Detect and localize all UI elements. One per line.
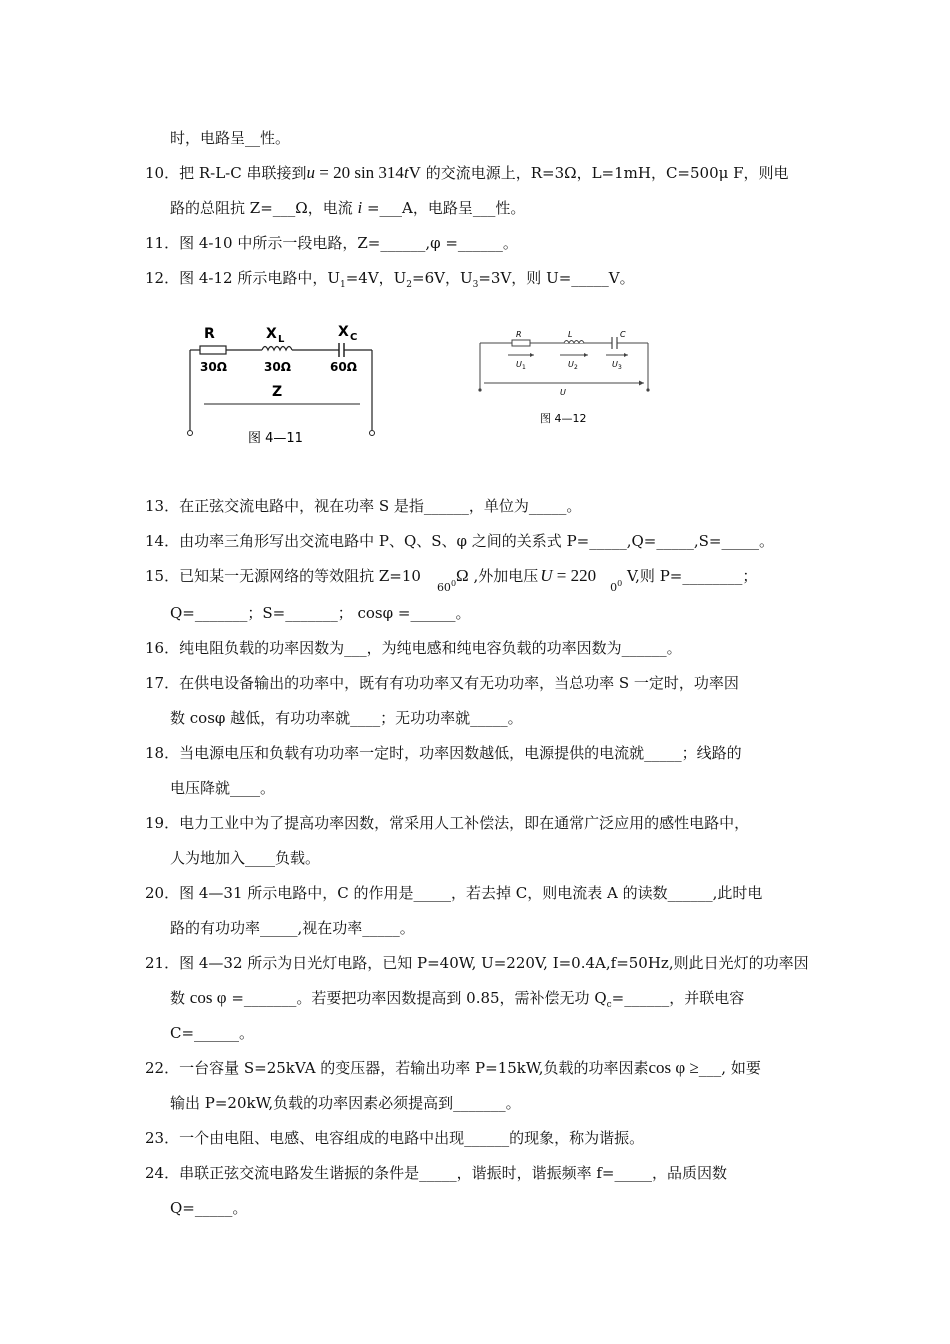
question-19-line2: 人为地加入____负载。	[170, 849, 321, 867]
fig411-val-xl: 30Ω	[264, 360, 291, 374]
fig411-label-z: Z	[272, 384, 283, 400]
question-13: 13．在正弦交流电路中，视在功率 S 是指______，单位为_____。	[145, 497, 582, 515]
q10-t: t	[403, 163, 409, 182]
fig412-label-r: R	[516, 330, 522, 339]
question-14: 14．由功率三角形写出交流电路中 P、Q、S、φ 之间的关系式 P=_____,Q=_____,S=_____。	[145, 532, 774, 550]
q12-sub1: 1	[339, 280, 346, 290]
fig411-caption: 图 4—11	[248, 431, 303, 446]
question-20-line2: 路的有功功率_____,视在功率_____。	[170, 919, 415, 937]
fig412-arrowhead	[624, 353, 628, 357]
question-18-line2: 电压降就____。	[170, 779, 276, 797]
fig412-terminal-left	[478, 388, 481, 391]
fig412-cap-gap	[612, 337, 617, 349]
q10-v: V	[408, 163, 421, 182]
fig411-val-r: 30Ω	[200, 360, 227, 374]
figure-4-11	[178, 318, 388, 448]
fig412-arrowhead	[530, 353, 534, 357]
q21-post: =_______。若要把功率因数提高到 0.85，需补偿无功 Q	[231, 989, 607, 1007]
q15-u: U	[540, 566, 553, 585]
q22-post: ___, 如要	[698, 1059, 761, 1077]
question-21-line3: C=______。	[170, 1024, 255, 1042]
question-22-line1	[145, 1058, 761, 1078]
fig411-val-xc: 60Ω	[330, 360, 357, 374]
fig411-label-xl: X	[266, 326, 277, 342]
fig411-label-r: R	[204, 326, 215, 342]
q15-pre: 15．已知某一无源网络的等效阻抗 Z=10	[145, 567, 421, 585]
q21-cos: cos φ	[189, 988, 227, 1007]
q15-omega: Ω	[456, 566, 469, 585]
fig412-label-c: C	[620, 330, 626, 339]
figure-4-12	[472, 325, 662, 435]
question-17-line2: 数 cosφ 越低，有功功率就____；无功功率就_____。	[170, 709, 523, 727]
q21-pre: 数	[170, 989, 186, 1007]
q10b-post: =___A，电路呈___性。	[362, 199, 526, 217]
fig412-label-l: L	[568, 330, 573, 339]
q12-part: =4V，U	[345, 269, 407, 287]
q12-sub3: 3	[472, 280, 479, 290]
question-24-line1: 24．串联正弦交流电路发生谐振的条件是_____，谐振时，谐振频率 f=_____，品质因数	[145, 1164, 727, 1182]
q15-deg2: 0	[617, 579, 623, 588]
question-18-line1: 18．当电源电压和负载有功功率一定时，功率因数越低，电源提供的电流就_____；线路的	[145, 744, 742, 762]
q22-cos: cos φ ≥	[648, 1058, 699, 1077]
fig411-resistor	[200, 346, 226, 354]
fig412-u2: U	[568, 360, 574, 369]
q15-mid: ,外加电压	[468, 567, 539, 585]
q10-post: 的交流电源上，R=3Ω，L=1mH，C=500μ F，则电	[420, 164, 789, 182]
q22-pre: 22．一台容量 S=25kVA 的变压器，若输出功率 P=15kW,负载的功率因素	[145, 1059, 649, 1077]
q10-pre: 10．把 R-L-C 串联接到	[145, 164, 307, 182]
question-21-line1: 21．图 4—32 所示为日光灯电路，已知 P=40W, U=220V, I=0.4A,f=50Hz,则此日光灯的功率因	[145, 954, 809, 972]
q12-part: 12．图 4-12 所示电路中，U	[145, 269, 340, 287]
q12-part: =6V，U	[412, 269, 473, 287]
fig412-s3: 3	[618, 364, 622, 371]
q15-post: V,则 P=________；	[622, 567, 758, 585]
question-16: 16．纯电阻负载的功率因数为___，为纯电感和纯电容负载的功率因数为______。	[145, 639, 682, 657]
fig412-terminal-right	[646, 388, 649, 391]
question-15-line1	[145, 566, 758, 594]
question-9-continued: 时，电路呈__性。	[170, 129, 291, 147]
q21-sub-c: c	[606, 1000, 612, 1010]
question-22-line2: 输出 P=20kW,负载的功率因素必须提高到_______。	[170, 1094, 521, 1112]
question-10-line1	[145, 163, 789, 183]
q21-post2: =______，并联电容	[611, 989, 745, 1007]
question-12	[145, 268, 635, 295]
fig412-caption: 图 4—12	[540, 412, 587, 425]
fig412-arrowhead	[584, 353, 588, 357]
fig411-terminal-right	[370, 431, 375, 436]
q10-u: u	[306, 163, 315, 182]
fig412-s1: 1	[522, 364, 526, 371]
question-21-line2	[170, 988, 744, 1015]
q15-deg: 0	[450, 579, 457, 588]
fig411-sub-c: C	[350, 332, 358, 343]
q15-angle2: 0	[610, 581, 618, 594]
question-17-line1: 17．在供电设备输出的功率中，既有有功功率又有无功功率，当总功率 S 一定时，功率因	[145, 674, 739, 692]
fig411-inductor	[262, 347, 292, 351]
question-20-line1: 20．图 4—31 所示电路中，C 的作用是_____，若去掉 C，则电流表 A 的读数______,此时电	[145, 884, 763, 902]
fig411-sub-l: L	[278, 334, 285, 345]
q10-eq: = 20 sin 314	[315, 163, 404, 182]
question-15-line2: Q=_______；S=_______； cosφ =______。	[170, 604, 471, 622]
q12-part: =3V，则 U=_____V。	[478, 269, 635, 287]
q10b-i: i	[357, 198, 363, 217]
fig411-label-xc: X	[338, 324, 349, 340]
fig412-u: U	[560, 388, 566, 397]
q15-eq: = 220	[552, 566, 597, 585]
fig412-arrowhead	[639, 381, 644, 386]
fig412-u3: U	[612, 360, 618, 369]
fig412-inductor	[564, 341, 584, 344]
fig412-u1: U	[516, 360, 522, 369]
fig412-resistor	[512, 340, 530, 346]
question-11: 11．图 4-10 中所示一段电路，Z=______,φ =______。	[145, 234, 518, 252]
question-24-line2: Q=_____。	[170, 1199, 248, 1217]
q10b-pre: 路的总阻抗 Z=___Ω，电流	[170, 199, 353, 217]
question-19-line1: 19．电力工业中为了提高功率因数，常采用人工补偿法，即在通常广泛应用的感性电路中，	[145, 814, 750, 832]
q12-sub2: 2	[406, 280, 413, 290]
question-10-line2	[170, 198, 525, 218]
q15-angle: 60	[436, 581, 451, 594]
fig411-terminal-left	[188, 431, 193, 436]
fig412-s2: 2	[574, 364, 578, 371]
question-23: 23．一个由电阻、电感、电容组成的电路中出现______的现象，称为谐振。	[145, 1129, 645, 1147]
